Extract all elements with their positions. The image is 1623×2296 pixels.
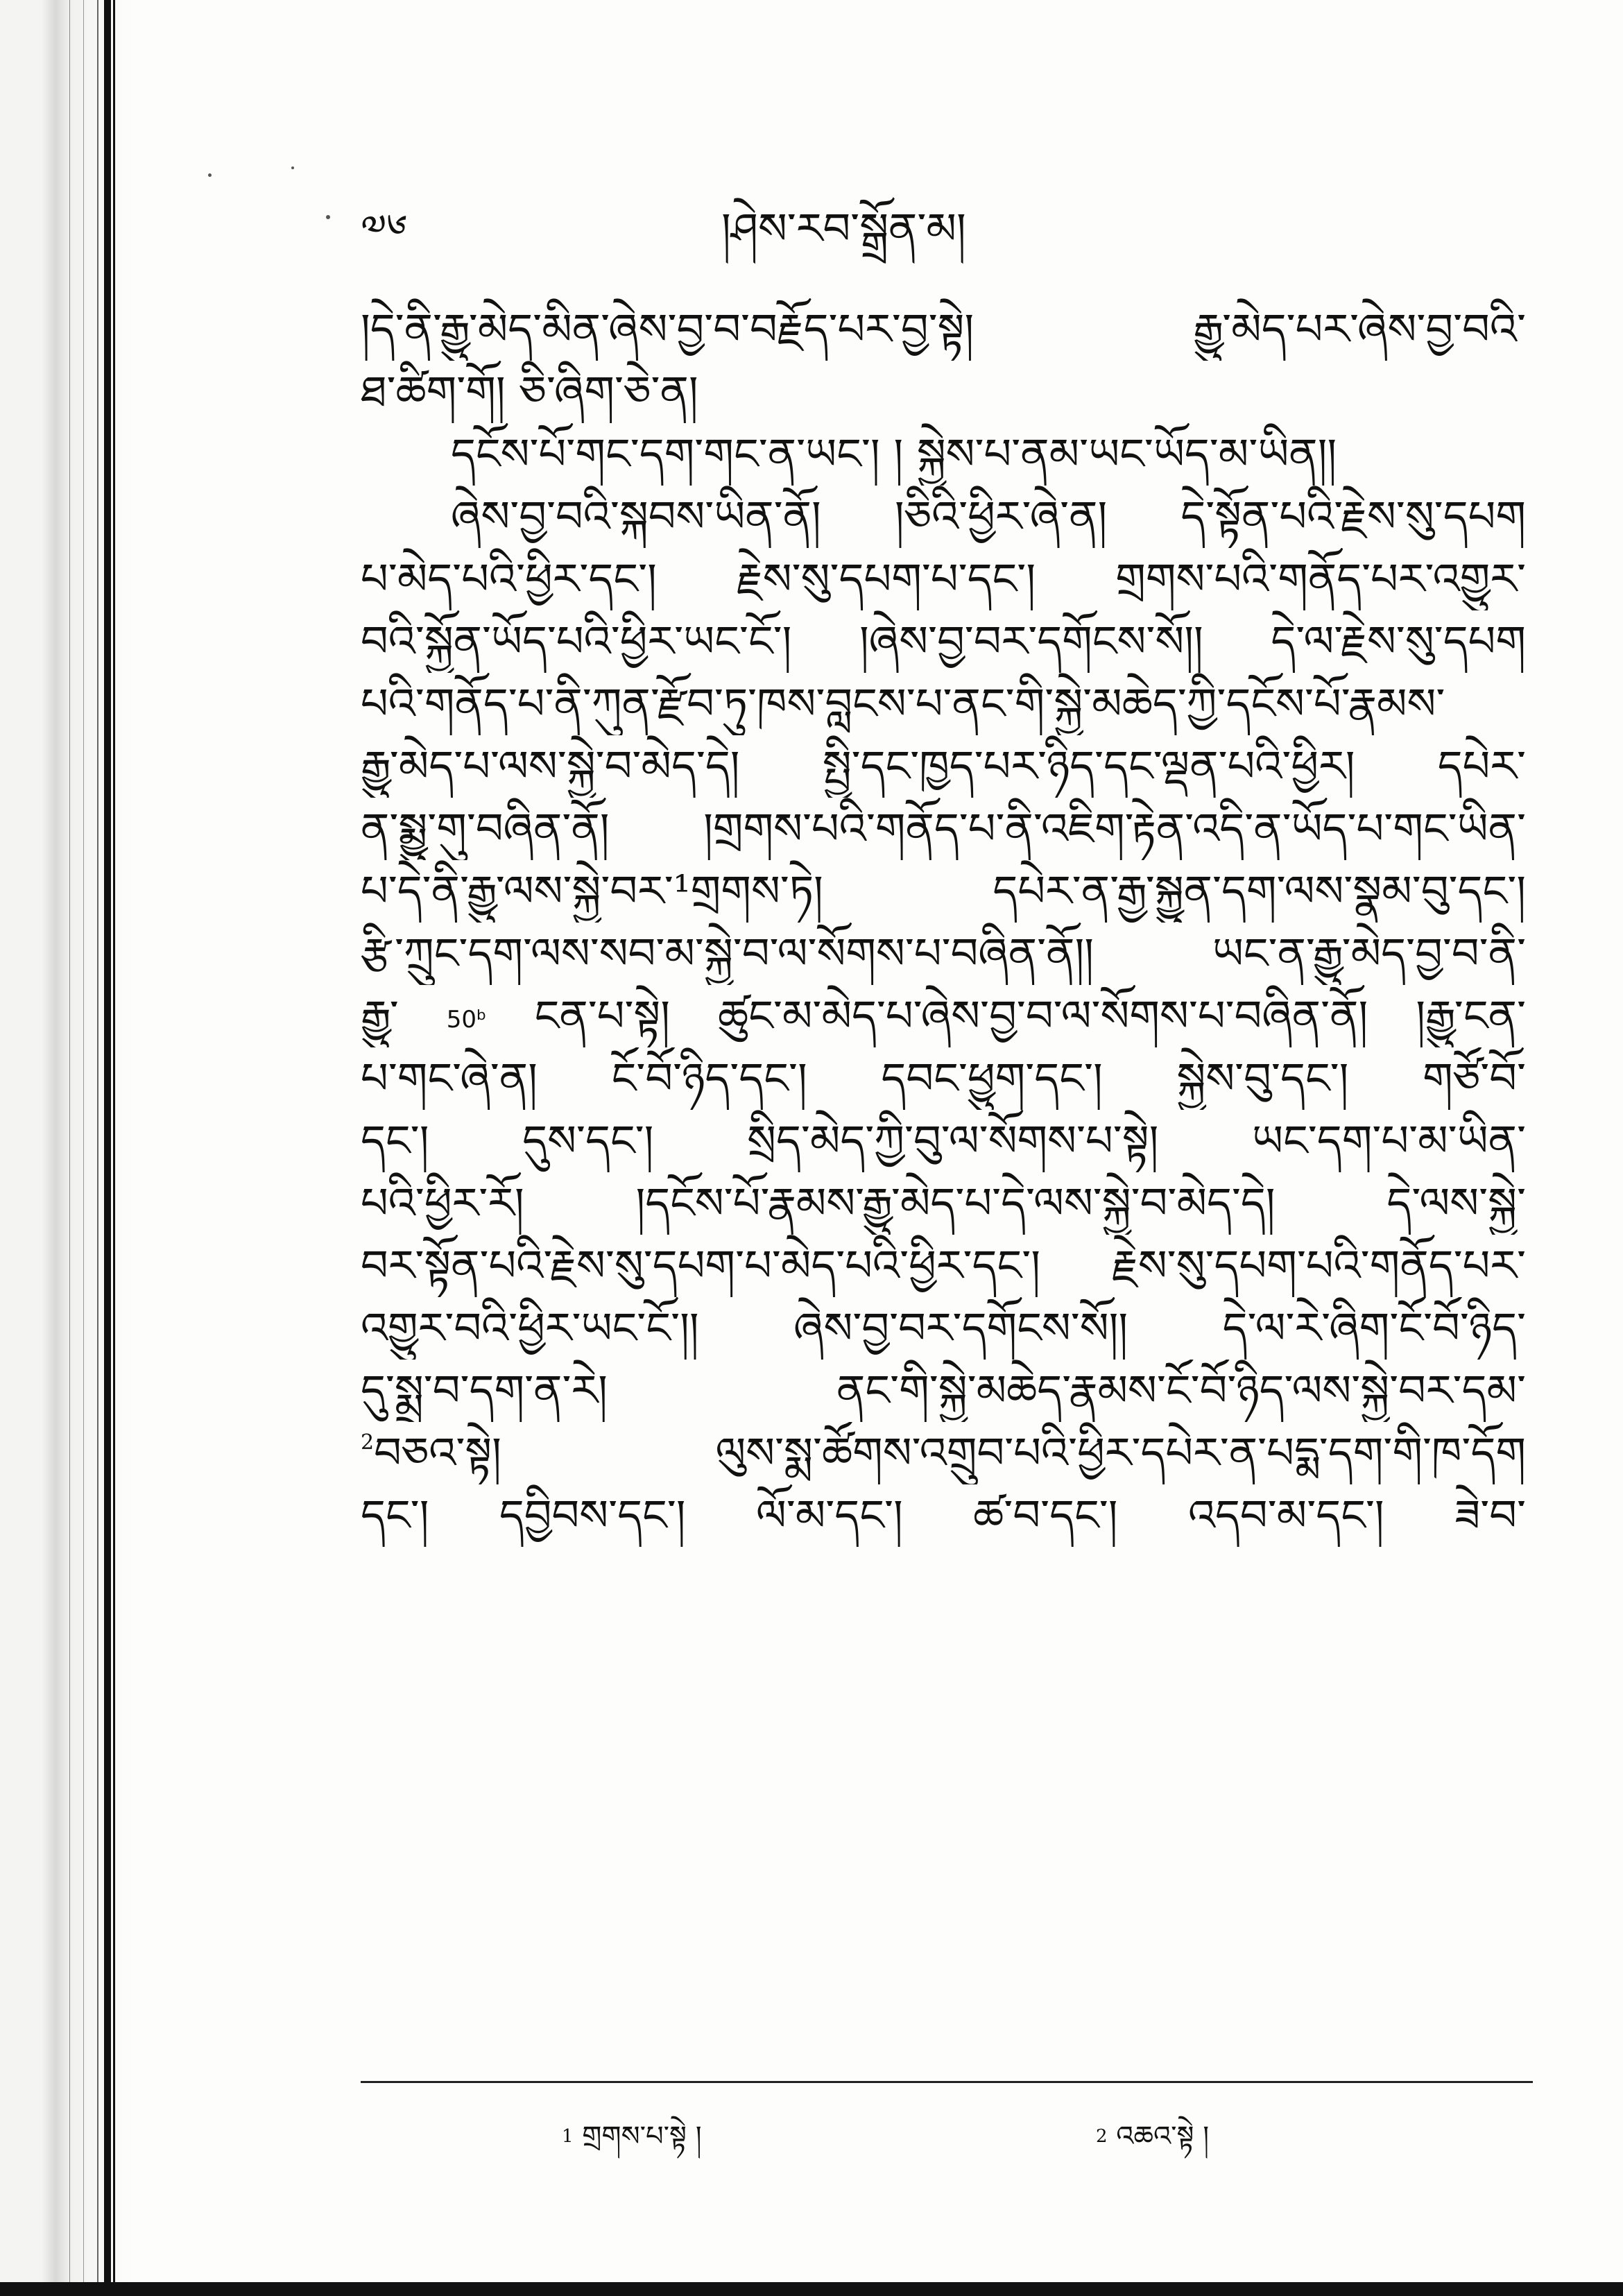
footnote-marker: 2	[361, 1430, 375, 1455]
footnote-number: 1	[562, 2126, 574, 2147]
text-line: ན་སྨྱུ་གུ་བཞིན་ནོ། །གྲགས་པའི་གནོད་པ་ནི་འཇིག་རྟེན་འདི་ན་ཡོད་པ་གང་ཡིན་	[361, 803, 1526, 854]
text-line: རྒྱུ་མེད་པ་ལས་སྐྱེ་བ་མེད་དེ། སྤྱི་དང་ཁྱད་པར་ཉིད་དང་ལྡན་པའི་ཕྱིར། དཔེར་	[361, 741, 1526, 791]
text-line: བའི་སྐྱོན་ཡོད་པའི་ཕྱིར་ཡང་ངོ་། །ཞེས་བྱ་བར་དགོངས་སོ།། དེ་ལ་རྗེས་སུ་དཔག	[361, 616, 1526, 667]
text-line: རྩི་ཀྲུང་དག་ལས་སབ་མ་སྐྱེ་བ་ལ་སོགས་པ་བཞིན་ནོ།། ཡང་ན་རྒྱུ་མེད་བྱ་བ་ནི་	[361, 928, 1526, 979]
page-number: ༧༦	[361, 205, 408, 252]
binding-edge	[0, 0, 132, 2296]
footnote-rule	[361, 2081, 1533, 2083]
text-segment: བཅའ་སྟེ། ལུས་སྨ་ཚོགས་འགྲུབ་པའི་ཕྱིར་དཔེར་ན་པདྨ་དག་གི་ཁ་དོག	[374, 1428, 1526, 1478]
text-line: ཞེས་བྱ་བའི་སྐབས་ཡིན་ནོ། །ཅིའི་ཕྱིར་ཞེ་ན། དེ་སྟོན་པའི་རྗེས་སུ་དཔག	[451, 491, 1526, 542]
body-text	[361, 298, 1526, 1547]
text-line: དུ་སྨྲ་བ་དག་ན་རེ། ནང་གི་སྐྱེ་མཆེད་རྣམས་ངོ་བོ་ཉིད་ལས་སྐྱེ་བར་དམ་	[361, 1365, 1526, 1416]
running-head: །ཤེས་རབ་སྒྲོན་མ།	[721, 203, 966, 254]
scan-bottom-edge	[0, 2282, 1623, 2296]
binding-line	[113, 0, 115, 2296]
footnote-text: གྲགས་པ་སྟེ །	[582, 2121, 702, 2152]
text-line: དང་། དུས་དང་། སྲིད་མེད་ཀྱི་བུ་ལ་སོགས་པ་སྟེ། ཡང་དག་པ་མ་ཡིན་	[361, 1115, 1526, 1166]
verse-line: དངོས་པོ་གང་དག་གང་ན་ཡང་། ། སྐྱེས་པ་ནམ་ཡང་ཡོད་མ་ཡིན།།	[451, 429, 1337, 479]
text-line: དང་། དབྱིབས་དང་། ལོ་མ་དང་། ཚ་བ་དང་། འདབ་མ་དང་། ཟེ་བ་	[361, 1490, 1526, 1541]
footnote	[562, 2116, 702, 2157]
page-header	[361, 198, 1540, 260]
folio-marker: 50ᵇ	[446, 1005, 487, 1034]
binding-line	[69, 0, 70, 2296]
scan-speck	[326, 215, 330, 219]
text-segment: རྒྱུ་	[361, 991, 399, 1041]
footnote-number: 2	[1096, 2126, 1108, 2147]
scan-speck	[208, 173, 212, 177]
binding-line	[104, 0, 111, 2296]
text-line: །དེ་ནི་རྒྱུ་མེད་མིན་ཞེས་བྱ་བ་བརྗོད་པར་བྱ་སྟེ། རྒྱུ་མེད་པར་ཞེས་བྱ་བའི་	[361, 304, 1526, 354]
footnote-text: འཆའ་སྟེ །	[1116, 2121, 1210, 2152]
binding-line	[97, 0, 98, 2296]
text-line: ཐ་ཚིག་གོ། ཅི་ཞིག་ཅེ་ན།	[361, 366, 698, 417]
text-line: པའི་གནོད་པ་ནི་ཀུན་རྫོབ་ཏུ་ཁས་བླངས་པ་ནང་གི་སྐྱེ་མཆེད་ཀྱི་དངོས་པོ་རྣམས་	[361, 678, 1445, 729]
binding-line	[83, 0, 84, 2296]
text-line: པ་གང་ཞེ་ན། ངོ་བོ་ཉིད་དང་། དབང་ཕྱུག་དང་། སྐྱེས་བུ་དང་། གཙོ་བོ་	[361, 1053, 1526, 1104]
text-line: འགྱུར་བའི་ཕྱིར་ཡང་ངོ་།། ཞེས་བྱ་བར་དགོངས་སོ།། དེ་ལ་རེ་ཞིག་ངོ་བོ་ཉིད་	[361, 1303, 1526, 1353]
text-segment: ངན་པ་སྟེ། ཚུང་མ་མེད་པ་ཞེས་བྱ་བ་ལ་སོགས་པ་བཞིན་ནོ། །རྒྱུ་ངན་	[534, 991, 1526, 1041]
footnote	[1096, 2116, 1209, 2157]
text-line	[361, 985, 1526, 1047]
text-line: པའི་ཕྱིར་རོ། །དངོས་པོ་རྣམས་རྒྱུ་མེད་པ་དེ་ལས་སྐྱེ་བ་མེད་དེ། དེ་ལས་སྐྱེ་	[361, 1178, 1526, 1228]
text-line: བར་སྟོན་པའི་རྗེས་སུ་དཔག་པ་མེད་པའི་ཕྱིར་དང་། རྗེས་སུ་དཔག་པའི་གནོད་པར་	[361, 1240, 1526, 1291]
text-line: པ་མེད་པའི་ཕྱིར་དང་། རྗེས་སུ་དཔག་པ་དང་། གྲགས་པའི་གནོད་པར་འགྱུར་	[361, 554, 1526, 604]
text-line: པ་དེ་ནི་རྒྱུ་ལས་སྐྱེ་བར་¹གྲགས་ཏེ། དཔེར་ན་རྒྱ་སྐྱུན་དག་ལས་སྣམ་བུ་དང་།	[361, 866, 1526, 916]
text-line	[361, 1422, 1526, 1484]
scan-speck	[291, 166, 294, 169]
